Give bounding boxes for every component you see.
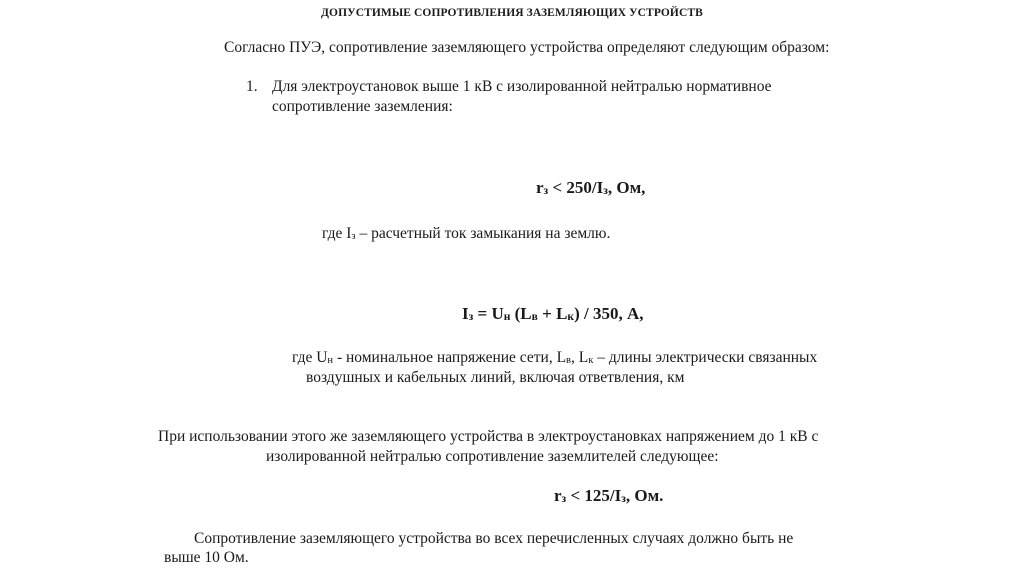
formula-subscript: з <box>561 492 567 505</box>
formula-subscript: в <box>531 310 538 323</box>
explanation-subscript: в <box>566 355 572 366</box>
formula-resistance-low-voltage <box>554 486 663 508</box>
explanation-subscript: к <box>588 355 594 366</box>
formula-subscript: з <box>603 184 608 197</box>
paragraph-low-voltage-line1: При использовании этого же заземляющего устройства в электроустановках напряжением до 1 кВ с <box>158 428 819 445</box>
explanation-text: , L <box>571 349 589 366</box>
formula-equals-u: = U <box>473 304 504 323</box>
document-title: ДОПУСТИМЫЕ СОПРОТИВЛЕНИЯ ЗАЗЕМЛЯЮЩИХ УСТРОЙСТВ <box>321 7 703 19</box>
formula-subscript: з <box>543 184 549 197</box>
formula-rest: ) / 350, А, <box>574 304 644 323</box>
formula2-explanation-line1 <box>292 348 817 370</box>
list-item-text-line2: сопротивление заземления: <box>272 98 453 115</box>
formula-subscript: н <box>503 310 511 323</box>
explanation-text: - номинальное напряжение сети, L <box>333 349 567 366</box>
formula-symbol-i: I <box>462 304 469 323</box>
formula-open-l: (L <box>510 304 532 323</box>
explanation-text: – длины электрически связанных <box>593 349 818 366</box>
explanation-prefix: где I <box>322 225 352 242</box>
formula-plus-l: + L <box>537 304 568 323</box>
formula-unit: , Ом, <box>607 178 646 197</box>
formula-earth-fault-current <box>462 304 644 326</box>
intro-paragraph: Согласно ПУЭ, сопротивление заземляющего устройства определяют следующим образом: <box>224 39 830 56</box>
paragraph-low-voltage-line2: изолированной нейтралью сопротивление заземлителей следующее: <box>266 448 719 465</box>
formula-expression: < 125/I <box>566 486 622 505</box>
explanation-subscript: з <box>351 231 356 242</box>
formula-subscript: з <box>468 310 474 323</box>
conclusion-line2: выше 10 Ом. <box>164 549 249 566</box>
explanation-text: – расчетный ток замыкания на землю. <box>355 225 611 242</box>
explanation-prefix: где U <box>292 349 328 366</box>
formula-expression: < 250/I <box>548 178 604 197</box>
formula-subscript: з <box>621 492 626 505</box>
list-item-number: 1. <box>246 78 258 95</box>
formula-unit: , Ом. <box>625 486 664 505</box>
formula-resistance-high-voltage <box>536 178 645 200</box>
formula2-explanation-line2: воздушных и кабельных линий, включая ответвления, км <box>306 369 685 386</box>
conclusion-line1: Сопротивление заземляющего устройства во всех перечисленных случаях должно быть не <box>194 530 794 547</box>
list-item-text-line1: Для электроустановок выше 1 кВ с изолированной нейтралью нормативное <box>272 78 772 95</box>
formula1-explanation <box>322 224 610 246</box>
formula-symbol-r: r <box>536 178 544 197</box>
explanation-subscript: н <box>327 355 334 366</box>
formula-symbol-r: r <box>554 486 562 505</box>
formula-subscript: к <box>567 310 575 323</box>
